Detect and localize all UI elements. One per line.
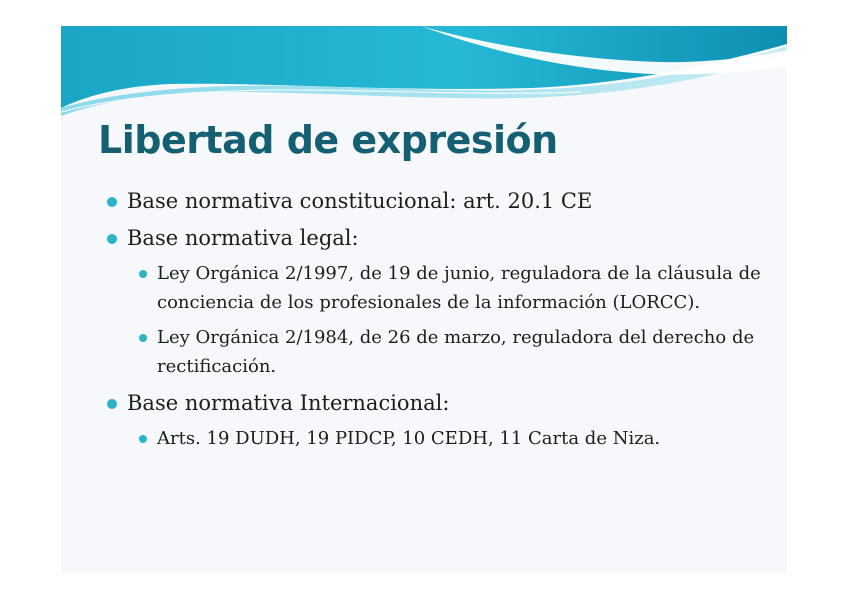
bullet-text: Base normativa constitucional: art. 20.1 CE bbox=[127, 189, 593, 213]
bullet-dot-icon bbox=[107, 399, 117, 409]
slide-content bbox=[101, 186, 773, 460]
sub-bullet-list bbox=[127, 424, 773, 453]
sub-bullet-text: Ley Orgánica 2/1984, de 26 de marzo, reguladora del derecho de rectificación. bbox=[157, 327, 755, 377]
slide bbox=[61, 26, 787, 573]
sub-bullet-item bbox=[127, 259, 773, 317]
sub-bullet-item bbox=[127, 424, 773, 453]
sub-bullet-item bbox=[127, 323, 773, 381]
bullet-text: Base normativa Internacional: bbox=[127, 391, 450, 415]
bullet-item bbox=[101, 388, 773, 453]
bullet-dot-icon bbox=[107, 234, 117, 244]
bullet-list bbox=[101, 186, 773, 453]
sub-bullet-text: Arts. 19 DUDH, 19 PIDCP, 10 CEDH, 11 Carta de Niza. bbox=[157, 428, 661, 449]
bullet-item bbox=[101, 223, 773, 381]
sub-bullet-list bbox=[127, 259, 773, 381]
header-wave-banner bbox=[61, 26, 787, 116]
sub-bullet-text: Ley Orgánica 2/1997, de 19 de junio, reguladora de la cláusula de conciencia de los profesionales de la información (LORCC). bbox=[157, 263, 761, 313]
bullet-dot-icon bbox=[139, 270, 147, 278]
bullet-text: Base normativa legal: bbox=[127, 226, 359, 250]
bullet-dot-icon bbox=[107, 197, 117, 207]
bullet-item bbox=[101, 186, 773, 216]
slide-title: Libertad de expresión bbox=[98, 118, 558, 162]
bullet-dot-icon bbox=[139, 334, 147, 342]
bullet-dot-icon bbox=[139, 435, 147, 443]
